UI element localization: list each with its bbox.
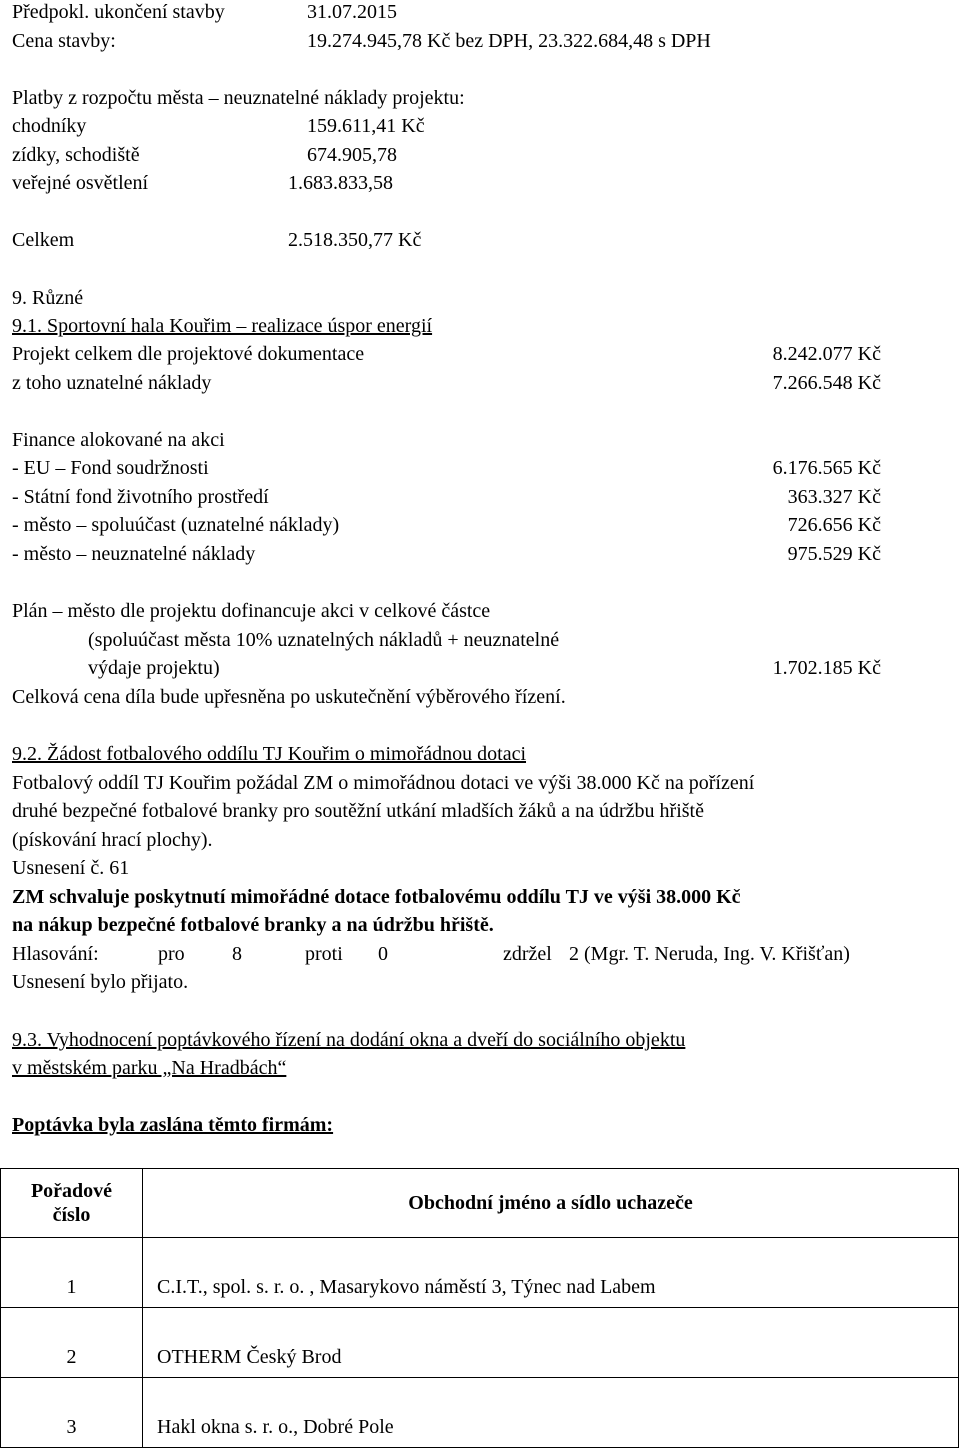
eligible-costs-label: z toho uznatelné náklady: [12, 372, 212, 394]
request-text: Fotbalový oddíl TJ Kouřim požádal ZM o mimořádnou dotaci ve výši 38.000 Kč na pořízení: [12, 772, 755, 794]
resolution-text: ZM schvaluje poskytnutí mimořádné dotace fotbalovému oddílu TJ ve výši 38.000 Kč: [12, 886, 741, 908]
row-number: 3: [1, 1378, 143, 1448]
finance-row-value: 726.656 Kč: [787, 514, 881, 536]
budget-item-value: 674.905,78: [307, 144, 397, 166]
table-row: [1, 1378, 959, 1448]
finance-row-label: - město – spoluúčast (uznatelné náklady): [12, 514, 340, 536]
budget-item-label: chodníky: [12, 115, 87, 137]
table-row: [1, 1238, 959, 1308]
vote-abstain-value: 2 (Mgr. T. Neruda, Ing. V. Křišťan): [569, 943, 850, 965]
section-heading: 9. Různé: [12, 287, 84, 309]
finance-row-value: 6.176.565 Kč: [772, 457, 881, 479]
plan-line: (spoluúčast města 10% uznatelných nákladů + neuznatelné: [88, 629, 560, 651]
city-budget-title: Platby z rozpočtu města – neuznatelné náklady projektu:: [12, 87, 465, 109]
vote-label: Hlasování:: [12, 943, 99, 965]
plan-value: 1.702.185 Kč: [772, 657, 881, 679]
resolution-label: Usnesení č. 61: [12, 857, 130, 879]
column-header-name: Obchodní jméno a sídlo uchazeče: [143, 1169, 959, 1238]
eligible-costs-value: 7.266.548 Kč: [772, 372, 881, 394]
project-total-value: 8.242.077 Kč: [772, 343, 881, 365]
row-company: C.I.T., spol. s. r. o. , Masarykovo náměstí 3, Týnec nad Labem: [143, 1238, 959, 1308]
vote-for-value: 8: [232, 943, 242, 965]
finance-row-label: - EU – Fond soudržnosti: [12, 457, 209, 479]
resolution-result: Usnesení bylo přijato.: [12, 971, 189, 993]
request-text: (pískování hrací plochy).: [12, 829, 213, 851]
table-header-row: [1, 1169, 959, 1238]
plan-line: výdaje projektu): [88, 657, 220, 679]
plan-note: Celková cena díla bude upřesněna po uskutečnění výběrového řízení.: [12, 686, 566, 708]
project-total-label: Projekt celkem dle projektové dokumentace: [12, 343, 365, 365]
vote-for-label: pro: [158, 943, 185, 965]
budget-total-label: Celkem: [12, 229, 75, 251]
budget-item-label: veřejné osvětlení: [12, 172, 149, 194]
vote-against-value: 0: [378, 943, 388, 965]
finance-row-value: 363.327 Kč: [787, 486, 881, 508]
end-date-value: 31.07.2015: [307, 1, 397, 23]
budget-item-label: zídky, schodiště: [12, 144, 140, 166]
price-value: 19.274.945,78 Kč bez DPH, 23.322.684,48 s DPH: [307, 30, 711, 52]
table-row: [1, 1308, 959, 1378]
budget-total-value: 2.518.350,77 Kč: [288, 229, 422, 251]
column-header-number: Pořadové číslo: [1, 1169, 143, 1238]
finance-row-label: - Státní fond životního prostředí: [12, 486, 269, 508]
item-9-2-title: 9.2. Žádost fotbalového oddílu TJ Kouřim o mimořádnou dotaci: [12, 743, 527, 765]
budget-item-value: 159.611,41 Kč: [307, 115, 425, 137]
resolution-text: na nákup bezpečné fotbalové branky a na údržbu hřiště.: [12, 914, 494, 936]
item-9-3-title: 9.3. Vyhodnocení poptávkového řízení na dodání okna a dveří do sociálního objektu: [12, 1029, 686, 1051]
row-company: OTHERM Český Brod: [143, 1308, 959, 1378]
row-number: 2: [1, 1308, 143, 1378]
request-text: druhé bezpečné fotbalové branky pro soutěžní utkání mladších žáků a na údržbu hřiště: [12, 800, 704, 822]
end-date-label: Předpokl. ukončení stavby: [12, 1, 225, 23]
row-number: 1: [1, 1238, 143, 1308]
price-label: Cena stavby:: [12, 30, 116, 52]
item-9-3-title: v městském parku „Na Hradbách“: [12, 1057, 287, 1079]
item-9-1-title: 9.1. Sportovní hala Kouřim – realizace úspor energií: [12, 315, 433, 337]
finance-row-value: 975.529 Kč: [787, 543, 881, 565]
budget-item-value: 1.683.833,58: [288, 172, 393, 194]
inquiry-heading: Poptávka byla zaslána těmto firmám:: [12, 1114, 334, 1136]
finance-title: Finance alokované na akci: [12, 429, 225, 451]
plan-line: Plán – město dle projektu dofinancuje akci v celkové částce: [12, 600, 491, 622]
bidders-table: [0, 1168, 959, 1448]
vote-abstain-label: zdržel: [503, 943, 552, 965]
row-company: Hakl okna s. r. o., Dobré Pole: [143, 1378, 959, 1448]
finance-row-label: - město – neuznatelné náklady: [12, 543, 256, 565]
vote-against-label: proti: [305, 943, 343, 965]
